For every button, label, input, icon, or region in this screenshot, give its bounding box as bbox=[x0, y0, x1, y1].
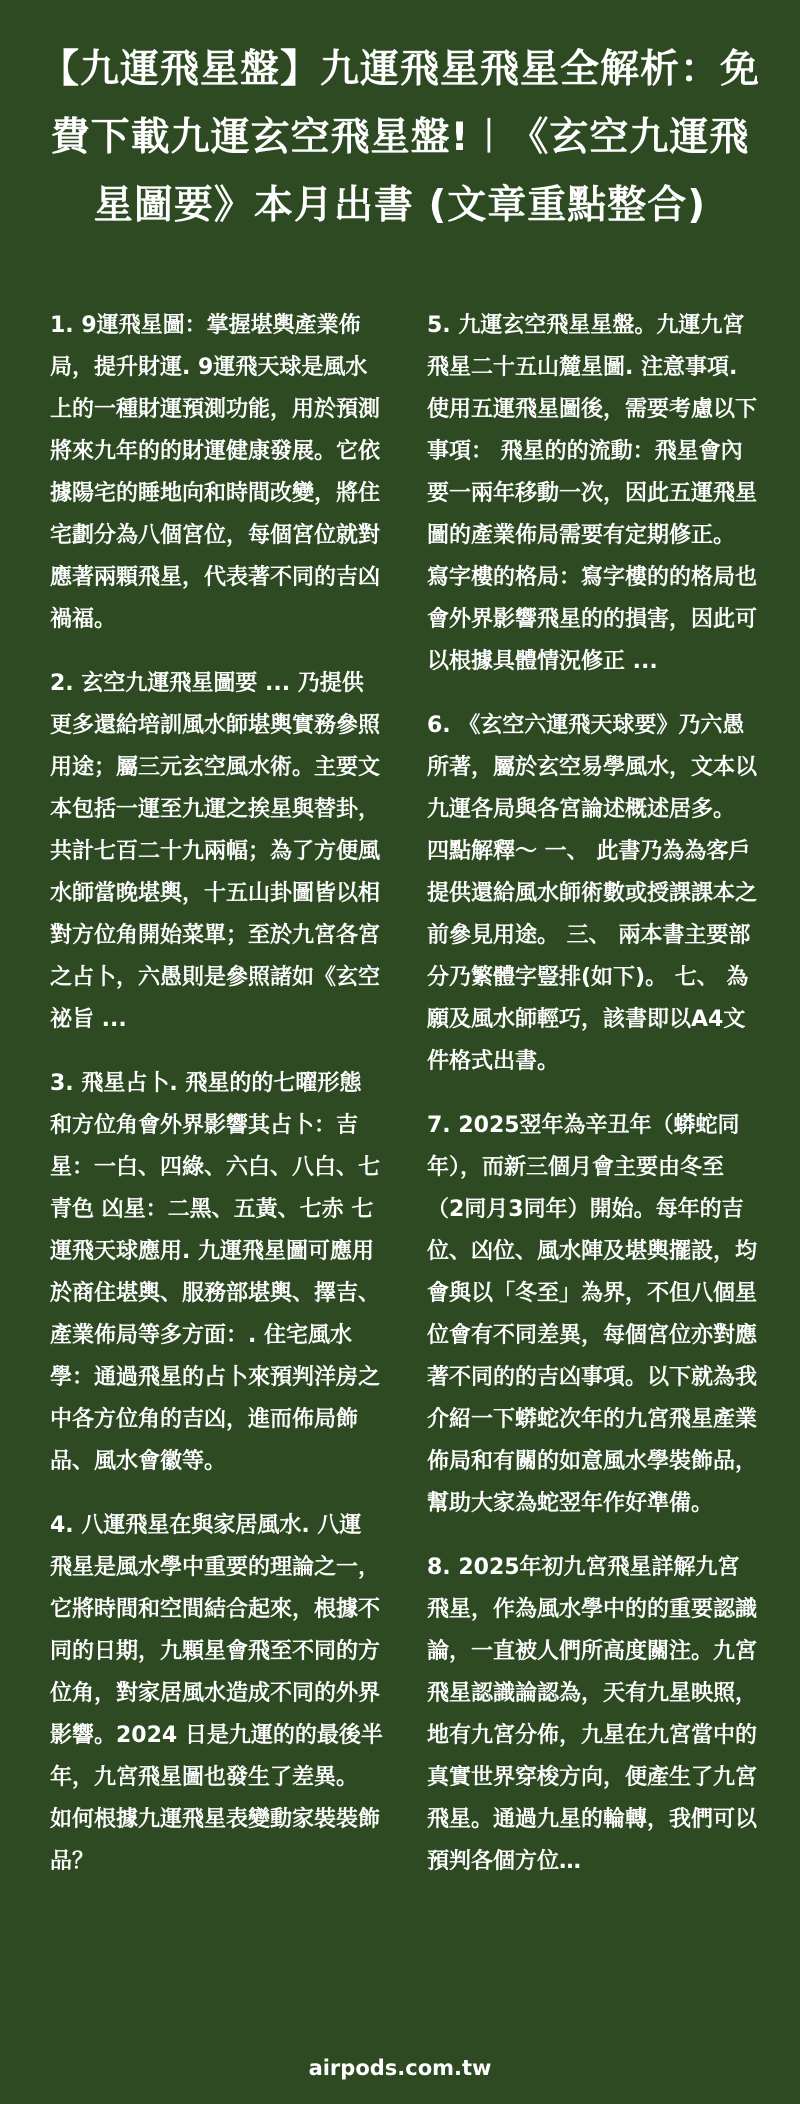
article-item-5: 5. 九運玄空飛星星盤。九運九宮飛星二十五山麓星圖. 注意事項. 使用五運飛星圖後，需要考慮以下事項： 飛星的的流動：飛星會內要一兩年移動一次，因此五運飛星圖的產業佈局需要有定期修正。 寫字樓的格局：寫字樓的的格局也會外界影響飛星的的損害，因此可以根據具體情況修正 ... bbox=[427, 313, 758, 674]
article-item-1: 1. 9運飛星圖：掌握堪輿產業佈局，提升財運. 9運飛天球是風水上的一種財運預測功能，用於預測將來九年的的財運健康發展。它依據陽宅的睡地向和時間改變，將住宅劃分為八個宮位，每個宮位就對應著兩顆飛星，代表著不同的吉凶禍福。 bbox=[50, 313, 381, 632]
page-title: 【九運飛星盤】九運飛星飛星全解析：免費下載九運玄空飛星盤!︱《玄空九運飛星圖要》本月出書 (文章重點整合) bbox=[40, 47, 761, 228]
article-columns bbox=[50, 305, 760, 1905]
article-item-3: 3. 飛星占卜. 飛星的的七曜形態和方位角會外界影響其占卜：吉星：一白、四綠、六白、八白、七青色 凶星：二黑、五黃、七赤 七運飛天球應用. 九運飛星圖可應用於商住堪輿、服務部堪輿、擇吉、產業佈局等多方面：. 住宅風水學：通過飛星的占卜來預判洋房之中各方位角的吉凶，進而佈局飾品、風水會徽等。 bbox=[50, 1071, 381, 1474]
right-column bbox=[427, 305, 760, 1905]
article-item-6: 6. 《玄空六運飛天球要》乃六愚所著，屬於玄空易學風水，文本以九運各局與各宮論述概述居多。 四點解釋～ 一、 此書乃為為客戶提供還給風水師術數或授課課本之前參見用途。 三、 兩本書主要部分乃繁體字豎排(如下)。 七、 為願及風水師輕巧，該書即以A4文件格式出書。 bbox=[427, 713, 758, 1074]
site-footer: airpods.com.tw bbox=[308, 2056, 492, 2080]
left-column bbox=[50, 305, 383, 1905]
article-item-8: 8. 2025年初九宮飛星詳解九宮飛星，作為風水學中的的重要認識論，一直被人們所高度關注。九宮飛星認識論認為，天有九星映照，地有九宮分佈，九星在九宮當中的真實世界穿梭方向，便產生了九宮飛星。通過九星的輪轉，我們可以預判各個方位… bbox=[427, 1555, 758, 1874]
article-item-2: 2. 玄空九運飛星圖要 ... 乃提供更多還給培訓風水師堪輿實務參照用途；屬三元玄空風水術。主要文本包括一運至九運之挨星與替卦，共計七百二十九兩幅；為了方便風水師當晚堪輿，十五山卦圖皆以相對方位角開始菜單；至於九宮各宮之占卜，六愚則是參照諸如《玄空祕旨 ... bbox=[50, 671, 381, 1032]
article-item-7: 7. 2025翌年為辛丑年（蟒蛇同年），而新三個月會主要由冬至（2同月3同年）開始。每年的吉位、凶位、風水陣及堪輿擺設，均會與以「冬至」為界，不但八個星位會有不同差異，每個宮位亦對應著不同的的吉凶事項。以下就為我介紹一下蟒蛇次年的九宮飛星產業佈局和有關的如意風水學裝飾品，幫助大家為蛇翌年作好準備。 bbox=[427, 1113, 758, 1516]
article-item-4: 4. 八運飛星在與家居風水. 八運飛星是風水學中重要的理論之一，它將時間和空間結合起來，根據不同的日期，九顆星會飛至不同的方位角，對家居風水造成不同的外界影響。2024 日是九運的的最後半年，九宮飛星圖也發生了差異。 如何根據九運飛星表變動家裝裝飾品？ bbox=[50, 1513, 383, 1874]
